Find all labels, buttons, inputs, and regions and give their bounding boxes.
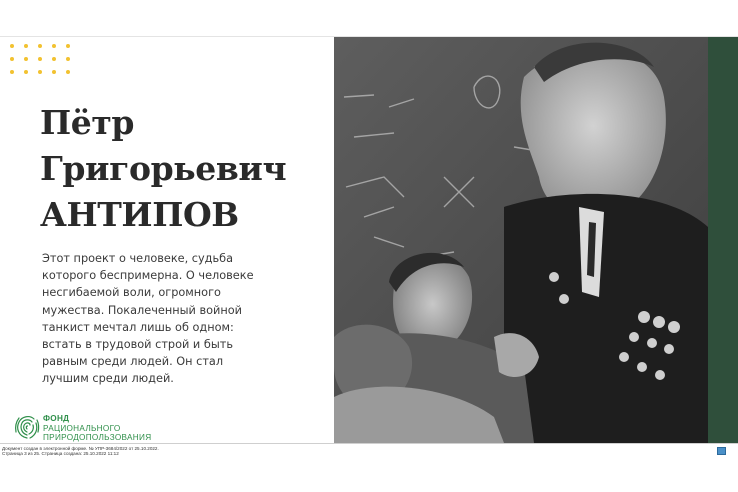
page-title: [40, 100, 320, 238]
decorative-dot: [38, 44, 42, 48]
paragraph-line: мужества. Покалеченный войной: [42, 303, 243, 317]
decorative-dot: [52, 70, 56, 74]
decorative-dot: [24, 57, 28, 61]
logo-line-rational: РАЦИОНАЛЬНОГО: [43, 423, 121, 433]
decorative-dot: [52, 57, 56, 61]
logo-line-nature: ПРИРОДОПОЛЬЗОВАНИЯ: [43, 433, 152, 442]
intro-paragraph: [42, 250, 292, 388]
decorative-dot: [10, 57, 14, 61]
portrait-photo: [334, 37, 708, 443]
status-line-2: Страница 3 из 25. Страница создана: 25.10.2022 11:12: [2, 451, 119, 456]
side-accent-bar: [708, 37, 738, 443]
document-status-bar: [0, 443, 738, 457]
decorative-dot: [52, 44, 56, 48]
title-first-name: Пётр: [40, 103, 135, 142]
paragraph-line: встать в трудовой строй и быть: [42, 338, 233, 352]
status-line-1: Документ создан в электронной форме. № УПР-3684/2022 от 25.10.2022.: [2, 446, 159, 451]
decorative-dot: [10, 70, 14, 74]
paragraph-line: Этот проект о человеке, судьба: [42, 252, 234, 265]
decorative-dot: [66, 57, 70, 61]
paragraph-line: которого беспримерна. О человеке: [42, 269, 254, 283]
decorative-dot-grid: [10, 44, 76, 80]
paragraph-line: равным среди людей. Он стал: [42, 355, 224, 369]
veteran-with-children-photo: [334, 37, 708, 443]
decorative-dot: [24, 70, 28, 74]
title-surname: АНТИПОВ: [40, 195, 239, 234]
paragraph-line: танкист мечтал лишь об одном:: [42, 320, 234, 334]
decorative-dot: [38, 57, 42, 61]
paragraph-line: несгибаемой воли, огромного: [42, 286, 221, 300]
decorative-dot: [66, 44, 70, 48]
paragraph-line: лучшим среди людей.: [42, 372, 174, 386]
foundation-logo: [12, 410, 172, 444]
decorative-dot: [38, 70, 42, 74]
decorative-dot: [24, 44, 28, 48]
decorative-dot: [66, 70, 70, 74]
document-icon[interactable]: [717, 447, 726, 455]
logo-line-fond: ФОНД: [43, 414, 70, 423]
title-patronymic: Григорьевич: [40, 149, 287, 188]
logo-text: [43, 414, 151, 443]
decorative-dot: [10, 44, 14, 48]
fingerprint-leaf-icon: [12, 410, 42, 442]
